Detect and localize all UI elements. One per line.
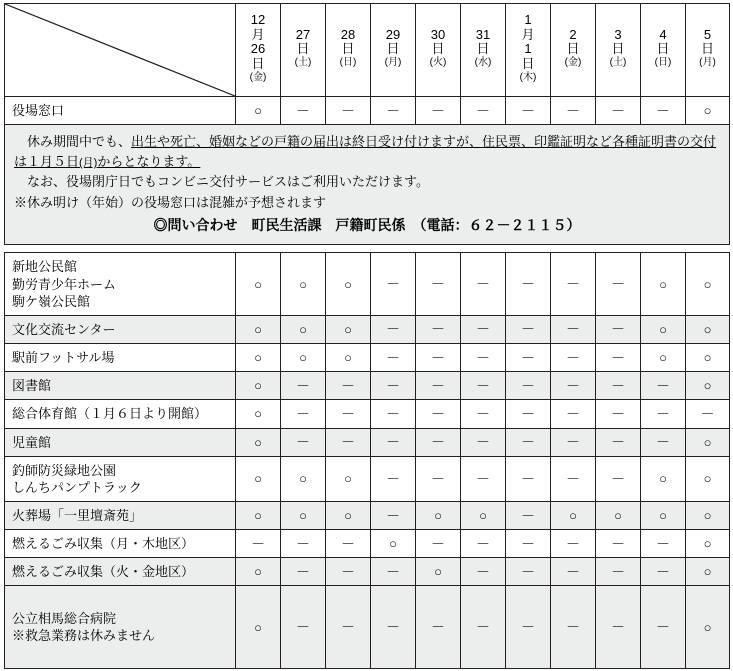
status-cell: － [281,558,326,586]
status-cell: － [551,315,596,343]
status-cell: － [506,400,551,428]
table-row [5,344,730,372]
status-cell: － [641,97,686,125]
status-cell: － [596,558,641,586]
table-row [5,456,730,501]
status-cell: － [506,372,551,400]
date-header-9: 3 日 (土) [596,4,641,97]
holiday-schedule-table [4,3,730,669]
status-cell: － [371,344,416,372]
status-cell: ○ [326,253,371,315]
status-cell: － [416,344,461,372]
status-cell: － [506,558,551,586]
status-cell: － [461,558,506,586]
table-row [5,530,730,558]
status-cell: － [551,456,596,501]
status-cell: ○ [281,501,326,529]
facility-bottom-label-5: 総合体育館（１月６日より開館） [5,400,236,428]
status-cell: ○ [596,501,641,529]
status-cell: － [506,253,551,315]
status-cell: － [461,344,506,372]
facility-bottom-label-8: 火葬場「一里壇斎苑」 [5,501,236,529]
status-cell: ○ [686,253,730,315]
status-cell: － [236,530,281,558]
status-cell: ○ [686,501,730,529]
status-cell: － [686,400,730,428]
status-cell: － [461,586,506,669]
status-cell: － [461,456,506,501]
table-row [5,586,730,669]
status-cell: － [326,400,371,428]
table-row [5,315,730,343]
status-cell: ○ [416,501,461,529]
status-cell: ○ [686,586,730,669]
status-cell: ○ [236,344,281,372]
status-cell: － [326,428,371,456]
facility-bottom-label-9: 燃えるごみ収集（月・木地区） [5,530,236,558]
status-cell: ○ [641,501,686,529]
status-cell: － [461,253,506,315]
status-cell: － [326,530,371,558]
status-cell: ○ [236,428,281,456]
status-cell: ○ [686,456,730,501]
table-row [5,428,730,456]
status-cell: － [641,372,686,400]
status-cell: ○ [281,253,326,315]
table-row [5,400,730,428]
status-cell: ○ [686,558,730,586]
status-cell: － [326,558,371,586]
status-cell: ○ [641,344,686,372]
status-cell: － [506,315,551,343]
status-cell: － [551,530,596,558]
table-row [5,501,730,529]
status-cell: － [416,428,461,456]
status-cell: ○ [236,456,281,501]
status-cell: － [551,344,596,372]
table-row [5,558,730,586]
status-cell: － [641,558,686,586]
facility-bottom-label-2: 文化交流センター [5,315,236,343]
status-cell: ○ [416,558,461,586]
status-cell: － [416,372,461,400]
status-cell: － [551,372,596,400]
schedule-sheet [0,3,733,671]
facility-bottom-label-7: 釣師防災緑地公園 しんちパンプトラック [5,456,236,501]
status-cell: － [416,456,461,501]
status-cell: ○ [326,344,371,372]
status-cell: － [416,586,461,669]
status-cell: － [596,315,641,343]
status-cell: ○ [236,558,281,586]
status-cell: ○ [686,344,730,372]
date-header-2: 27 日 (土) [281,4,326,97]
status-cell: ○ [326,501,371,529]
status-cell: － [416,400,461,428]
status-cell: ○ [236,586,281,669]
facility-label-1: 役場窓口 [5,97,236,125]
status-cell: － [326,586,371,669]
status-cell: － [416,97,461,125]
status-cell: ○ [326,456,371,501]
status-cell: ○ [641,253,686,315]
status-cell: ○ [236,253,281,315]
status-cell: － [596,456,641,501]
status-cell: － [461,428,506,456]
status-cell: － [596,400,641,428]
status-cell: － [461,400,506,428]
status-cell: － [281,530,326,558]
status-cell: － [641,530,686,558]
status-cell: － [506,586,551,669]
facility-bottom-label-4: 図書館 [5,372,236,400]
status-cell: ○ [686,97,730,125]
facility-bottom-label-3: 駅前フットサル場 [5,344,236,372]
date-header-5: 30 日 (火) [416,4,461,97]
status-cell: － [416,253,461,315]
status-cell: ○ [236,97,281,125]
status-cell: － [641,586,686,669]
status-cell: － [416,530,461,558]
spacer-cell [5,245,730,253]
status-cell: ○ [686,428,730,456]
status-cell: － [281,372,326,400]
status-cell: － [281,428,326,456]
date-header-10: 4 日 (日) [641,4,686,97]
status-cell: － [551,558,596,586]
status-cell: ○ [326,315,371,343]
status-cell: － [506,428,551,456]
status-cell: ○ [236,315,281,343]
status-cell: － [596,428,641,456]
status-cell: ○ [281,315,326,343]
status-cell: ○ [371,530,416,558]
office-window-note: 休み期間中でも、出生や死亡、婚姻などの戸籍の届出は終日受け付けますが、住民票、印鑑証明など各種証明書の交付は１月５日(月)からとなります。 なお、役場閉庁日でもコンビニ交付サービスはご利用いただけます。 ※休み明け（年始）の役場窓口は混雑が予想されます ◎問い合わせ 町民生活課 戸籍町民係 （電話：６２－２１１５） [5,125,730,245]
status-cell: － [371,428,416,456]
status-cell: － [371,372,416,400]
status-cell: － [416,315,461,343]
status-cell: － [596,586,641,669]
status-cell: － [551,586,596,669]
facility-bottom-label-6: 児童館 [5,428,236,456]
status-cell: ○ [686,530,730,558]
status-cell: － [281,97,326,125]
status-cell: － [371,586,416,669]
status-cell: － [506,97,551,125]
date-header-3: 28 日 (日) [326,4,371,97]
status-cell: ○ [686,372,730,400]
status-cell: － [551,400,596,428]
status-cell: ○ [236,372,281,400]
status-cell: － [596,344,641,372]
status-cell: ○ [236,501,281,529]
status-cell: ○ [281,456,326,501]
status-cell: － [371,501,416,529]
status-cell: － [281,400,326,428]
status-cell: － [461,315,506,343]
status-cell: ○ [281,344,326,372]
status-cell: ○ [686,315,730,343]
status-cell: － [641,400,686,428]
status-cell: － [371,456,416,501]
status-cell: ○ [551,501,596,529]
facility-bottom-label-1: 新地公民館 勤労青少年ホーム 駒ケ嶺公民館 [5,253,236,315]
status-cell: － [326,372,371,400]
status-cell: － [371,558,416,586]
table-row [5,97,730,125]
note-row [5,125,730,245]
status-cell: － [596,97,641,125]
facility-bottom-label-11: 公立相馬総合病院 ※救急業務は休みません [5,586,236,669]
status-cell: － [371,400,416,428]
status-cell: ○ [641,315,686,343]
status-cell: － [551,97,596,125]
date-header-7: 1 月 1 日 (木) [506,4,551,97]
date-header-11: 5 日 (月) [686,4,730,97]
status-cell: － [371,253,416,315]
table-row [5,253,730,315]
status-cell: － [641,428,686,456]
date-header-8: 2 日 (金) [551,4,596,97]
status-cell: － [326,97,371,125]
status-cell: － [551,428,596,456]
table-row [5,372,730,400]
table-header-row [5,4,730,97]
status-cell: － [461,97,506,125]
status-cell: － [596,530,641,558]
status-cell: － [506,456,551,501]
status-cell: － [281,586,326,669]
status-cell: － [506,344,551,372]
status-cell: － [461,372,506,400]
status-cell: － [371,97,416,125]
status-cell: － [596,372,641,400]
status-cell: ○ [236,400,281,428]
status-cell: － [551,253,596,315]
status-cell: － [371,315,416,343]
status-cell: － [596,253,641,315]
status-cell: － [506,530,551,558]
date-header-4: 29 日 (月) [371,4,416,97]
header-corner-diagonal [5,4,236,97]
date-header-6: 31 日 (水) [461,4,506,97]
status-cell: － [506,501,551,529]
status-cell: － [461,530,506,558]
status-cell: ○ [641,456,686,501]
facility-bottom-label-10: 燃えるごみ収集（火・金地区） [5,558,236,586]
date-header-1: 12 月 26 日 (金) [236,4,281,97]
section-spacer [5,245,730,253]
status-cell: ○ [461,501,506,529]
